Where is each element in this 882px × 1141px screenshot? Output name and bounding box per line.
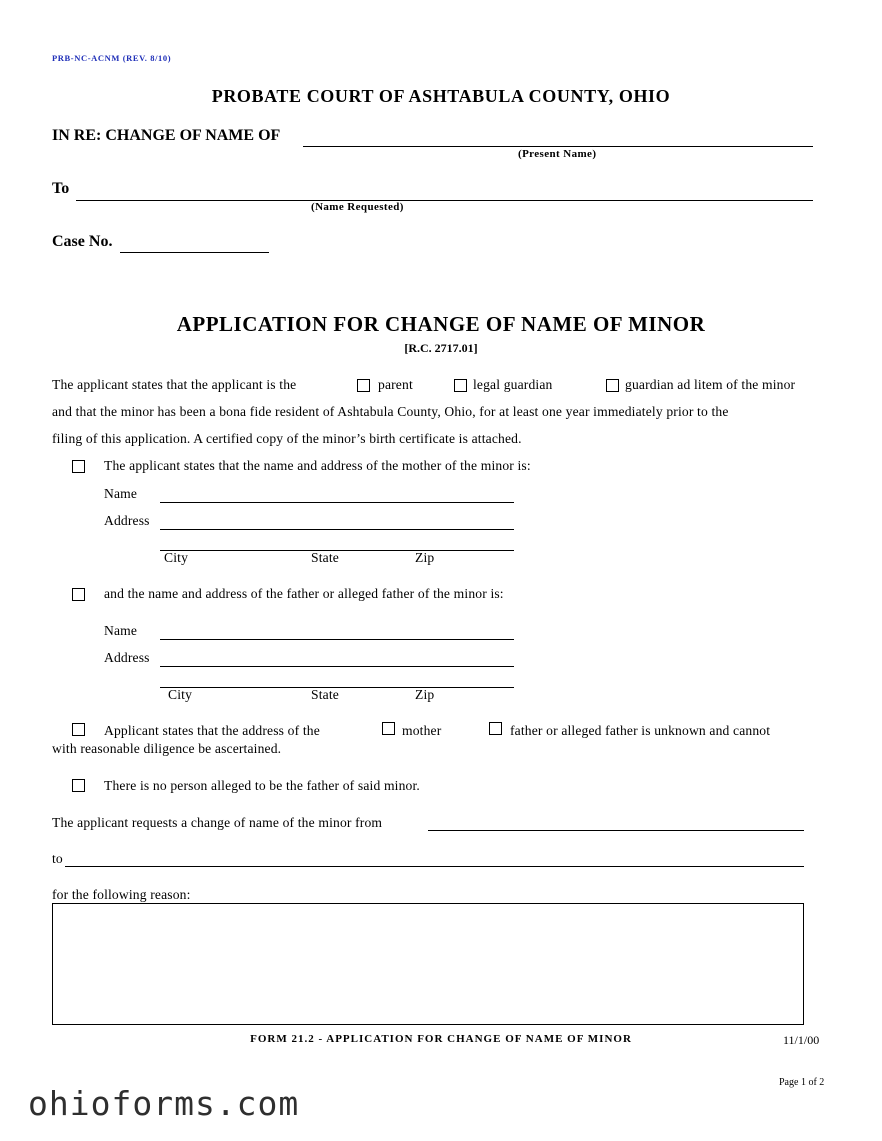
unknown-father-checkbox[interactable] (489, 722, 502, 735)
residency-line-1: and that the minor has been a bona fide resident of Ashtabula County, Ohio, for at least one year immediately prior to the (52, 404, 729, 419)
footer-date: 11/1/00 (783, 1033, 820, 1047)
footer-form-title: FORM 21.2 - APPLICATION FOR CHANGE OF NAME OF MINOR (250, 1033, 632, 1045)
father-address-label: Address (104, 650, 150, 665)
father-name-label: Name (104, 623, 138, 638)
change-from-field[interactable] (428, 830, 804, 831)
address-unknown-statement: Applicant states that the address of the (104, 723, 320, 738)
mother-name-label: Name (104, 486, 138, 501)
in-re-label: IN RE: CHANGE OF NAME OF (52, 127, 281, 144)
address-unknown-checkbox[interactable] (72, 723, 85, 736)
case-no-field[interactable] (120, 252, 269, 253)
name-requested-caption: (Name Requested) (311, 201, 404, 213)
mother-city-label: City (164, 550, 189, 565)
change-from-label: The applicant requests a change of name of the minor from (52, 815, 383, 830)
father-name-field[interactable] (160, 639, 514, 640)
parent-checkbox[interactable] (357, 379, 370, 392)
father-state-label: State (311, 687, 339, 702)
parent-label: parent (378, 377, 413, 392)
mother-name-field[interactable] (160, 502, 514, 503)
address-unknown-continuation: with reasonable diligence be ascertained. (52, 741, 282, 756)
applicant-intro: The applicant states that the applicant is the (52, 377, 297, 392)
guardian-ad-litem-label: guardian ad litem of the minor (625, 377, 796, 392)
no-father-statement: There is no person alleged to be the father of said minor. (104, 778, 420, 793)
case-no-label: Case No. (52, 233, 113, 250)
form-title: APPLICATION FOR CHANGE OF NAME OF MINOR (176, 312, 706, 336)
reason-textarea[interactable] (52, 903, 804, 1025)
legal-guardian-label: legal guardian (473, 377, 553, 392)
father-city-label: City (168, 687, 193, 702)
name-requested-field[interactable] (76, 200, 813, 201)
father-statement: and the name and address of the father or alleged father of the minor is: (104, 586, 504, 601)
statute-reference: [R.C. 2717.01] (404, 341, 478, 355)
unknown-mother-checkbox[interactable] (382, 722, 395, 735)
legal-guardian-checkbox[interactable] (454, 379, 467, 392)
mother-address-label: Address (104, 513, 150, 528)
unknown-mother-label: mother (402, 723, 442, 738)
change-to-label: to (52, 851, 63, 866)
guardian-ad-litem-checkbox[interactable] (606, 379, 619, 392)
change-to-field[interactable] (65, 866, 804, 867)
present-name-caption: (Present Name) (518, 148, 597, 160)
form-code: PRB-NC-ACNM (REV. 8/10) (52, 53, 172, 63)
present-name-field[interactable] (303, 146, 813, 147)
father-info-checkbox[interactable] (72, 588, 85, 601)
reason-label: for the following reason: (52, 887, 191, 902)
to-label: To (52, 180, 70, 197)
court-title: PROBATE COURT OF ASHTABULA COUNTY, OHIO (211, 86, 671, 106)
father-address-field[interactable] (160, 666, 514, 667)
page-number: Page 1 of 2 (779, 1077, 825, 1088)
father-zip-label: Zip (415, 687, 435, 702)
residency-line-2: filing of this application. A certified copy of the minor’s birth certificate is attached. (52, 431, 522, 446)
unknown-father-label: father or alleged father is unknown and cannot (510, 723, 771, 738)
no-father-checkbox[interactable] (72, 779, 85, 792)
ohioforms-watermark: ohioforms.com (28, 1084, 300, 1123)
mother-state-label: State (311, 550, 339, 565)
mother-zip-label: Zip (415, 550, 435, 565)
mother-address-field[interactable] (160, 529, 514, 530)
mother-statement: The applicant states that the name and address of the mother of the minor is: (104, 458, 531, 473)
mother-info-checkbox[interactable] (72, 460, 85, 473)
